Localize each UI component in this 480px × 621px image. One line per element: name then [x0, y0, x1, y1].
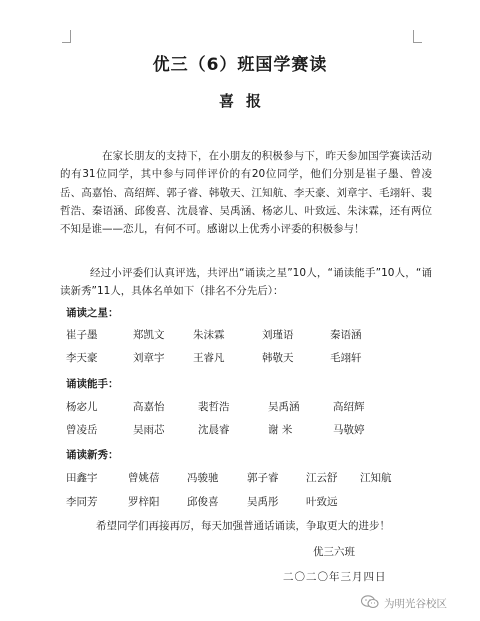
crop-mark-top-right [413, 30, 422, 43]
award-name: 高绍辉 [333, 401, 365, 413]
section-title-star: 诵读之星： [66, 307, 119, 319]
award-name: 朱沫霖 [193, 329, 225, 341]
award-name: 曾姚蓓 [128, 472, 160, 484]
award-name: 王睿凡 [193, 352, 225, 364]
watermark [360, 594, 447, 612]
award-name: 李天豪 [66, 352, 98, 364]
award-name: 江云舒 [306, 472, 338, 484]
date: 二〇二〇年三月四日 [283, 571, 387, 583]
award-name: 杨宓儿 [66, 401, 98, 413]
crop-mark-top-left [62, 30, 71, 43]
award-name: 崔子墨 [66, 329, 98, 341]
section-title-newcomer: 诵读新秀： [66, 449, 119, 461]
signature: 优三六班 [313, 546, 355, 558]
intro-paragraph: 在家长朋友的支持下，在小朋友的积极参与下，昨天参加国学赛读活动的有31位同学，其中参与同伴评价的有20位同学，他们分别是崔子墨、曾凌岳、高嘉怡、高绍辉、郭子睿、韩敬天、江知航、李天豪、刘章宇、毛翊轩、裴哲浩、秦语涵、邱俊喜、沈晨睿、吴禹涵、杨宓儿、叶致远、朱沫霖，还有两位不知是谁——恋儿，有何不可。感谢以上优秀小评委的积极参与！ [60, 150, 432, 236]
award-name: 冯骏驰 [187, 472, 219, 484]
watermark-text: 为明光谷校区 [384, 597, 447, 610]
award-name: 毛翊轩 [330, 352, 362, 364]
award-name: 韩敬天 [262, 352, 294, 364]
award-name: 吴禹涵 [268, 401, 300, 413]
award-name: 郭子睿 [247, 472, 279, 484]
award-name: 罗梓阳 [128, 496, 160, 508]
award-name: 江知航 [360, 472, 392, 484]
award-name: 李同芳 [66, 496, 98, 508]
award-name: 马敬婷 [333, 424, 365, 436]
award-name: 曾凌岳 [66, 424, 98, 436]
section-title-expert: 诵读能手： [66, 378, 119, 390]
award-name: 谢 米 [268, 424, 293, 436]
award-name: 高嘉怡 [133, 401, 165, 413]
award-name: 邱俊喜 [187, 496, 219, 508]
award-name: 刘瑾语 [262, 329, 294, 341]
document-title: 优三（6）班国学赛读 [152, 55, 328, 75]
award-name: 叶致远 [306, 496, 338, 508]
wechat-icon [360, 594, 380, 613]
award-name: 刘章宇 [133, 352, 165, 364]
award-name: 裴哲浩 [198, 401, 230, 413]
award-name: 郑凯文 [133, 329, 165, 341]
award-name: 沈晨睿 [198, 424, 230, 436]
result-paragraph: 经过小评委们认真评选，共评出“诵读之星”10人，“诵读能手”10人，“诵读新秀”11人，具体名单如下（排名不分先后）： [60, 267, 432, 298]
closing-remark: 希望同学们再接再厉，每天加强普通话诵读，争取更大的进步！ [96, 520, 390, 532]
award-name: 吴禹彤 [247, 496, 279, 508]
document-subtitle: 喜报 [218, 92, 273, 110]
award-name: 田鑫宇 [66, 472, 98, 484]
award-name: 秦语涵 [330, 329, 362, 341]
award-name: 吴雨芯 [133, 424, 165, 436]
